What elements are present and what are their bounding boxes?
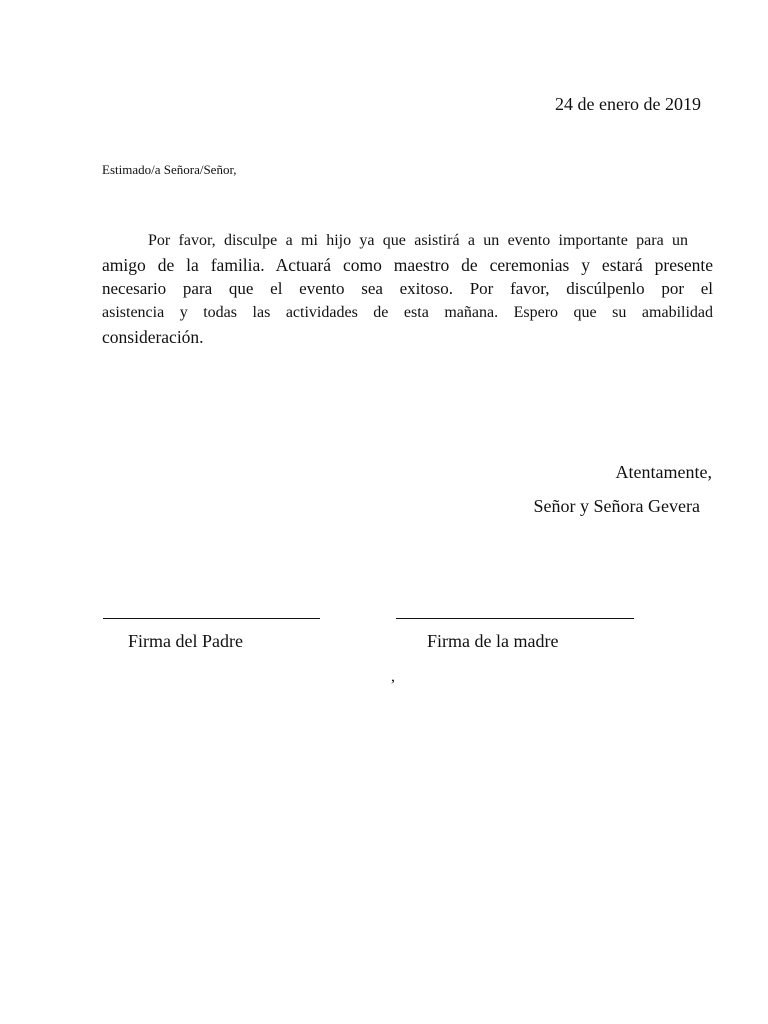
- salutation: Estimado/a Señora/Señor,: [102, 162, 237, 177]
- letter-date: 24 de enero de 2019: [555, 94, 701, 114]
- body-line: amigo de la familia. Actuará como maestro de ceremonias y estará presente: [102, 255, 713, 275]
- father-signature-line: [103, 618, 320, 619]
- body-line: asistencia y todas las actividades de esta mañana. Espero que su amabilidad: [102, 304, 713, 321]
- mother-signature-label: Firma de la madre: [427, 631, 559, 651]
- body-line: consideración.: [102, 327, 204, 347]
- letter-body: [102, 229, 713, 349]
- stray-comma: ,: [391, 668, 395, 685]
- mother-signature-line: [396, 618, 634, 619]
- closing: Atentamente,: [615, 462, 712, 482]
- father-signature-label: Firma del Padre: [128, 631, 243, 651]
- sender-names: Señor y Señora Gevera: [533, 496, 700, 516]
- body-line: necesario para que el evento sea exitoso. Por favor, discúlpenlo por el: [102, 279, 713, 298]
- body-line: Por favor, disculpe a mi hijo ya que asistirá a un evento importante para un: [148, 232, 688, 249]
